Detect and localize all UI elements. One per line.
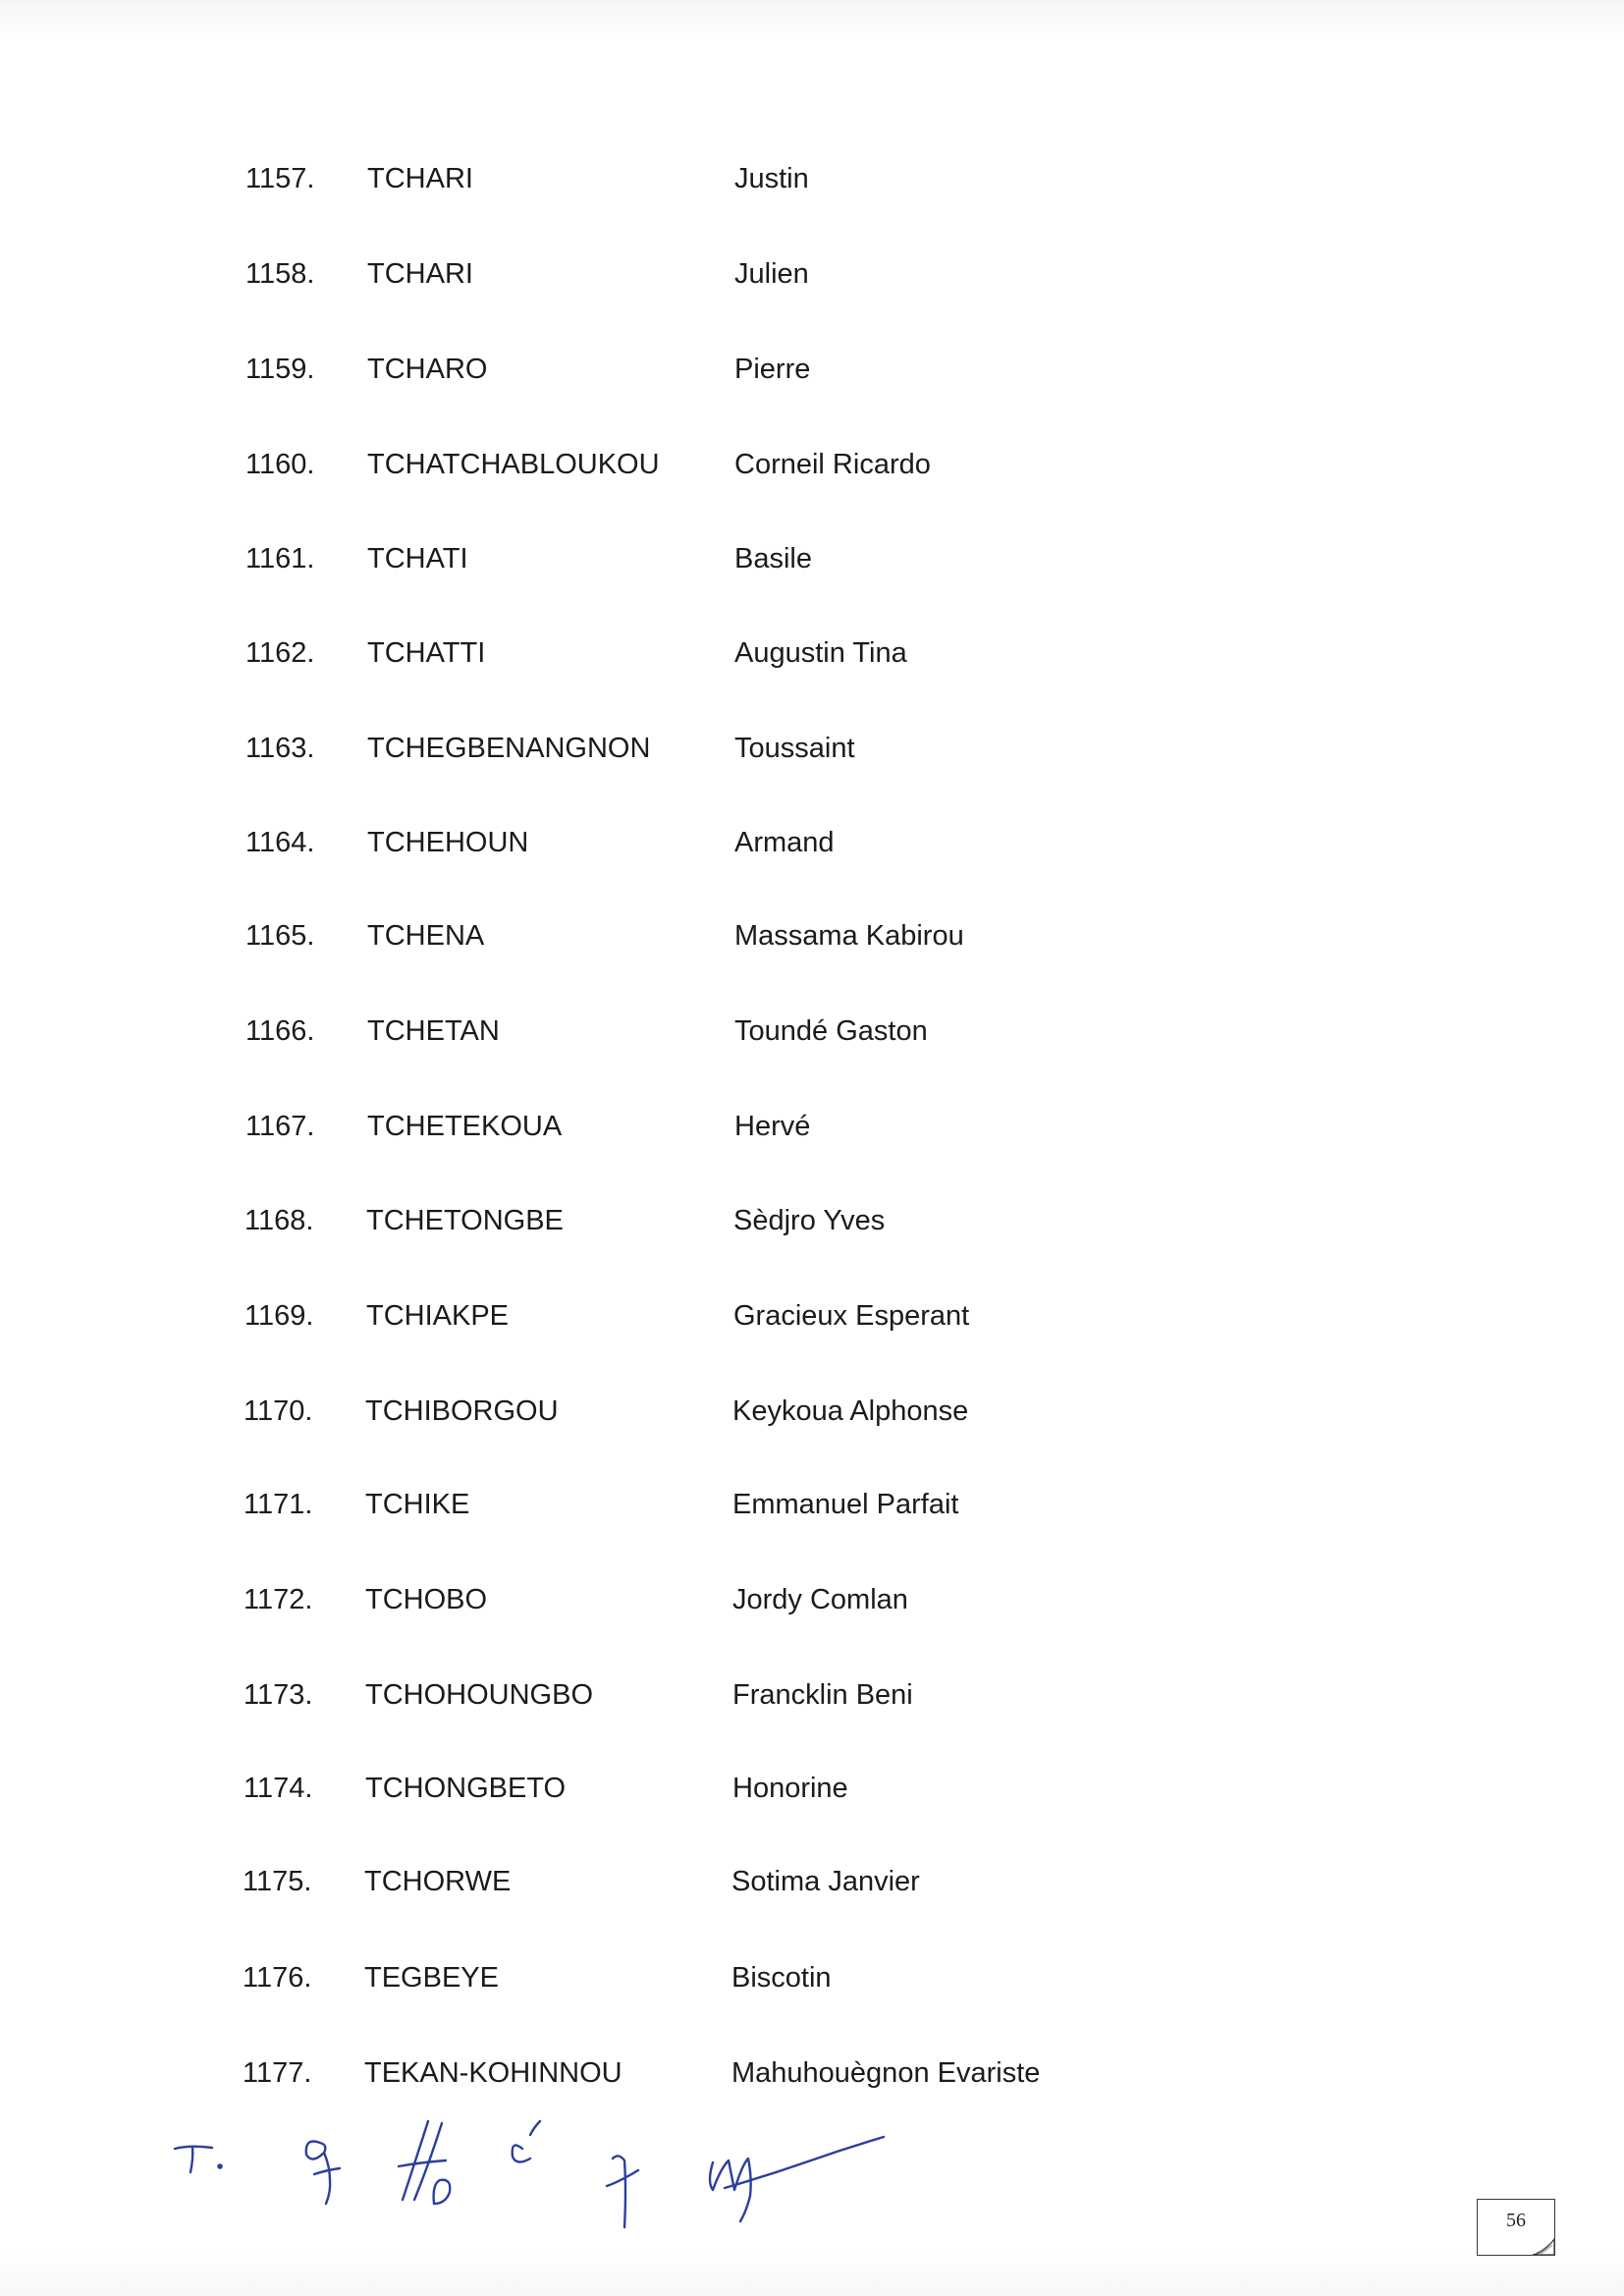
entry-surname: TCHORWE [364, 1866, 512, 1897]
entry-given-names: Sotima Janvier [731, 1866, 920, 1897]
entry-surname: TCHOHOUNGBO [365, 1679, 593, 1711]
entry-number: 1170. [244, 1395, 313, 1427]
entry-number: 1167. [245, 1111, 315, 1142]
entry-surname: TCHATCHABLOUKOU [367, 449, 660, 480]
entry-surname: TCHARI [367, 163, 473, 194]
entry-given-names: Julien [734, 258, 809, 290]
entry-surname: TEGBEYE [364, 1962, 499, 1994]
entry-number: 1162. [245, 637, 315, 669]
entry-given-names: Armand [734, 827, 835, 858]
entry-number: 1175. [243, 1866, 312, 1897]
entry-number: 1165. [245, 920, 315, 952]
entry-number: 1174. [244, 1773, 313, 1804]
entry-number: 1173. [244, 1679, 313, 1711]
entry-surname: TCHEGBENANGNON [367, 733, 651, 764]
entry-given-names: Gracieux Esperant [733, 1300, 970, 1332]
entry-surname: TCHIAKPE [366, 1300, 510, 1332]
entry-surname: TEKAN-KOHINNOU [364, 2057, 623, 2089]
entry-given-names: Sèdjro Yves [733, 1205, 886, 1236]
entry-number: 1157. [245, 163, 315, 194]
entry-number: 1159. [245, 354, 315, 385]
entry-surname: TCHIKE [365, 1489, 470, 1520]
entry-given-names: Toundé Gaston [734, 1015, 928, 1047]
entry-given-names: Toussaint [734, 733, 855, 764]
entry-given-names: Jordy Comlan [732, 1584, 908, 1615]
page-curl-icon [1531, 2235, 1556, 2257]
entry-given-names: Emmanuel Parfait [732, 1489, 959, 1520]
entry-number: 1166. [245, 1015, 315, 1047]
entry-given-names: Massama Kabirou [734, 920, 964, 952]
entry-number: 1169. [244, 1300, 314, 1332]
entry-given-names: Justin [734, 163, 809, 194]
entry-surname: TCHETONGBE [366, 1205, 564, 1236]
entry-surname: TCHATI [367, 543, 468, 574]
entry-number: 1163. [245, 733, 315, 764]
page-number [1477, 2199, 1555, 2256]
entry-surname: TCHOBO [365, 1584, 488, 1615]
entry-surname: TCHARO [367, 354, 488, 385]
entry-surname: TCHONGBETO [365, 1773, 567, 1804]
entry-surname: TCHATTI [367, 637, 486, 669]
entry-surname: TCHEHOUN [367, 827, 529, 858]
entry-surname: TCHARI [367, 258, 473, 290]
entry-surname: TCHETAN [367, 1015, 500, 1047]
entry-given-names: Mahuhouègnon Evariste [731, 2057, 1041, 2089]
entry-given-names: Francklin Beni [732, 1679, 913, 1711]
entry-surname: TCHIBORGOU [365, 1395, 559, 1427]
entry-surname: TCHENA [367, 920, 485, 952]
entry-number: 1168. [244, 1205, 314, 1236]
entry-given-names: Hervé [734, 1111, 811, 1142]
entry-number: 1158. [245, 258, 315, 290]
entry-given-names: Corneil Ricardo [734, 449, 931, 480]
entry-number: 1172. [244, 1584, 313, 1615]
entry-given-names: Honorine [732, 1773, 848, 1804]
entry-number: 1164. [245, 827, 315, 858]
entry-surname: TCHETEKOUA [367, 1111, 563, 1142]
entry-number: 1177. [243, 2057, 312, 2089]
entry-given-names: Keykoua Alphonse [732, 1395, 969, 1427]
page-number-label: 56 [1506, 2210, 1526, 2231]
handwritten-initials [157, 2102, 903, 2229]
entry-given-names: Pierre [734, 354, 811, 385]
entry-number: 1161. [245, 543, 315, 574]
entry-given-names: Augustin Tina [734, 637, 907, 669]
entry-given-names: Basile [734, 543, 812, 574]
entry-given-names: Biscotin [731, 1962, 832, 1994]
entry-number: 1160. [245, 449, 315, 480]
entry-number: 1176. [243, 1962, 312, 1994]
entry-number: 1171. [244, 1489, 313, 1520]
